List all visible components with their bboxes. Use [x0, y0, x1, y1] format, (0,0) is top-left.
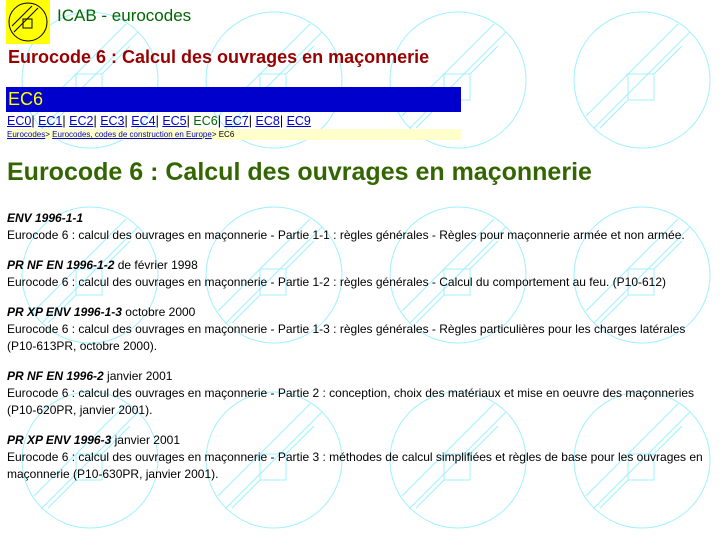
list-item — [7, 368, 707, 419]
breadcrumb-separator: > — [45, 130, 53, 139]
section-bar: EC6 — [6, 87, 461, 112]
list-item — [7, 304, 707, 355]
nav-link-ec8[interactable]: EC8 — [255, 114, 280, 128]
icab-logo-icon[interactable] — [6, 0, 50, 44]
nav-link-ec5[interactable]: EC5 — [162, 114, 187, 128]
standard-code: PR XP ENV 1996-3 — [7, 433, 112, 447]
breadcrumb-separator: > — [211, 130, 219, 139]
breadcrumb-current: EC6 — [218, 130, 235, 139]
breadcrumb-link-codes-europe[interactable]: Eurocodes, codes de construction en Europe — [52, 130, 212, 139]
eurocode-nav — [7, 114, 311, 128]
list-item — [7, 257, 707, 291]
standard-code: PR NF EN 1996-1-2 — [7, 258, 115, 272]
standards-list — [7, 210, 707, 496]
nav-separator: | — [279, 114, 287, 128]
site-header — [6, 0, 191, 44]
nav-separator: | — [62, 114, 70, 128]
nav-link-ec0[interactable]: EC0 — [7, 114, 32, 128]
main-title: Eurocode 6 : Calcul des ouvrages en maçonnerie — [7, 158, 592, 186]
standard-description: Eurocode 6 : calcul des ouvrages en maçonnerie - Partie 3 : méthodes de calcul simplifiées et règles de base pour les ouvrages en maçonnerie (P10-630PR, janvier 2001). — [7, 450, 703, 481]
standard-description: Eurocode 6 : calcul des ouvrages en maçonnerie - Partie 1-1 : règles générales - Règles pour maçonnerie armée et non armée. — [7, 228, 685, 242]
nav-separator: | — [248, 114, 256, 128]
nav-separator: | — [93, 114, 101, 128]
nav-separator: | — [155, 114, 163, 128]
nav-current-ec6: EC6 — [193, 114, 218, 128]
nav-link-ec7[interactable]: EC7 — [224, 114, 249, 128]
nav-separator: | — [31, 114, 39, 128]
list-item — [7, 210, 707, 244]
standard-description: Eurocode 6 : calcul des ouvrages en maçonnerie - Partie 1-2 : règles générales - Calcul du comportement au feu. (P10-612) — [7, 275, 667, 289]
standard-date: janvier 2001 — [114, 433, 181, 447]
breadcrumb-link-eurocodes[interactable]: Eurocodes — [7, 130, 46, 139]
standard-date: octobre 2000 — [125, 305, 196, 319]
nav-separator: | — [217, 114, 225, 128]
standard-code: PR NF EN 1996-2 — [7, 369, 104, 383]
standard-code: PR XP ENV 1996-1-3 — [7, 305, 122, 319]
nav-separator: | — [124, 114, 132, 128]
breadcrumb — [7, 129, 461, 140]
site-title: ICAB - eurocodes — [57, 6, 192, 25]
nav-link-ec1[interactable]: EC1 — [38, 114, 63, 128]
standard-description: Eurocode 6 : calcul des ouvrages en maçonnerie - Partie 2 : conception, choix des matériaux et mise en oeuvre des maçonneries (P10-620PR, janvier 2001). — [7, 386, 695, 417]
nav-link-ec2[interactable]: EC2 — [69, 114, 94, 128]
standard-date: janvier 2001 — [107, 369, 173, 383]
page-heading: Eurocode 6 : Calcul des ouvrages en maçonnerie — [8, 47, 430, 67]
nav-link-ec3[interactable]: EC3 — [100, 114, 125, 128]
nav-link-ec9[interactable]: EC9 — [286, 114, 311, 128]
standard-code: ENV 1996-1-1 — [7, 211, 84, 225]
nav-separator: | — [186, 114, 194, 128]
nav-link-ec4[interactable]: EC4 — [131, 114, 156, 128]
standard-date: de février 1998 — [117, 258, 198, 272]
standard-description: Eurocode 6 : calcul des ouvrages en maçonnerie - Partie 1-3 : règles générales - Règles particulières pour les charges latérales (P10-613PR, octobre 2000). — [7, 322, 686, 353]
list-item — [7, 432, 707, 483]
